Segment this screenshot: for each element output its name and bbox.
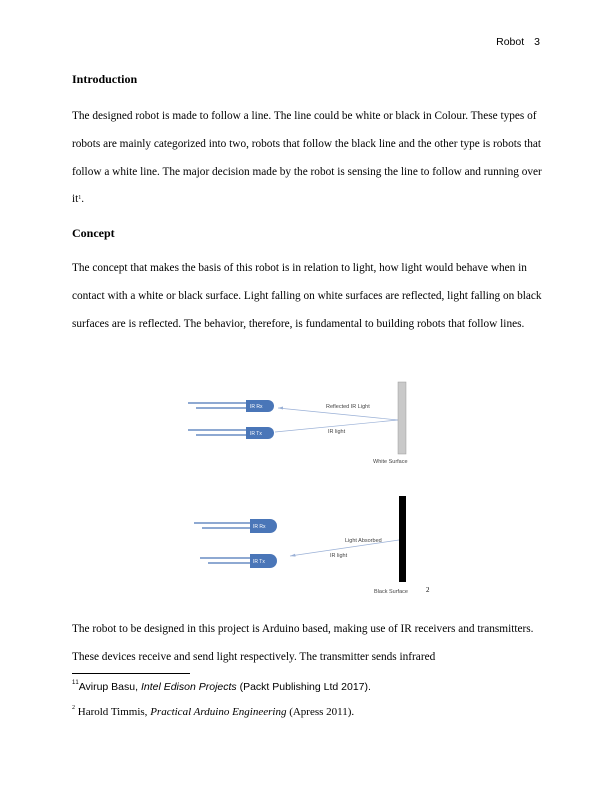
concept-paragraph: The concept that makes the basis of this robot is in relation to light, how light would behave when in contact with a white or black surface. Light falling on white surfaces are reflected, light falling on black surfaces are is reflected. The behavior, therefore, is fundamental to building robots that follow lines. [72,262,542,330]
white-surface-figure [180,378,430,470]
introduction-text-end: . [81,193,85,206]
black-surface [399,496,406,582]
white-surface [398,382,406,454]
page-number: 3 [534,36,540,48]
tx-wires-black [200,558,250,563]
footnote-1-marker: 1 [72,680,76,686]
footnote-2 [72,706,354,718]
ir-tx-label-black: IR Tx [253,559,265,565]
figure-footnote-ref-2[interactable]: 2 [426,586,430,594]
white-surface-label: White Surface [373,459,408,465]
footnote-1-title: Intel Edison Projects [140,681,237,693]
tx-wires [188,430,246,435]
ir-light-label-black: IR light [330,553,348,559]
footnote-separator [72,673,190,674]
reflected-ir-label: Reflected IR Light [326,404,370,410]
introduction-text: The designed robot is made to follow a line. The line could be white or black in Colour. These types of robots are mainly categorized into two, robots that follow the black line and the other type is robots that follow a white line. The major decision made by the robot is sensing the line to follow and running over it [72,110,542,206]
ir-tx-label: IR Tx [250,431,262,437]
introduction-heading: Introduction [72,72,138,86]
ir-light-label: IR light [328,429,346,435]
concept-heading: Concept [72,226,115,240]
footnote-ref-1[interactable]: 1 [78,195,82,202]
footnote-2-rest: (Apress 2011). [286,706,355,718]
rx-wires-black [194,523,250,528]
introduction-paragraph [72,103,542,214]
ir-rx-label: IR Rx [250,404,263,410]
rx-wires [188,403,246,408]
running-header [496,36,540,48]
footnote-1-rest: (Packt Publishing Ltd 2017). [236,681,371,693]
footnote-2-author: Harold Timmis, [77,706,151,718]
footnote-1 [72,681,371,693]
black-surface-figure [180,492,450,602]
footnote-1-author: Avirup Basu, [78,681,141,693]
body-paragraph: The robot to be designed in this project is Arduino based, making use of IR receivers and transmitters. These devices receive and send light respectively. The transmitter sends infrared [72,623,534,663]
footnote-2-title: Practical Arduino Engineering [150,706,287,718]
footnote-1-prefix: 1 [75,680,79,686]
black-surface-label: Black Surface [374,589,408,595]
header-title: Robot [496,36,525,48]
footnote-2-marker: 2 [72,705,75,711]
ir-rx-label-black: IR Rx [253,524,266,530]
light-absorbed-label: Light Absorbed [345,538,382,544]
reflected-arrowhead [278,407,283,410]
